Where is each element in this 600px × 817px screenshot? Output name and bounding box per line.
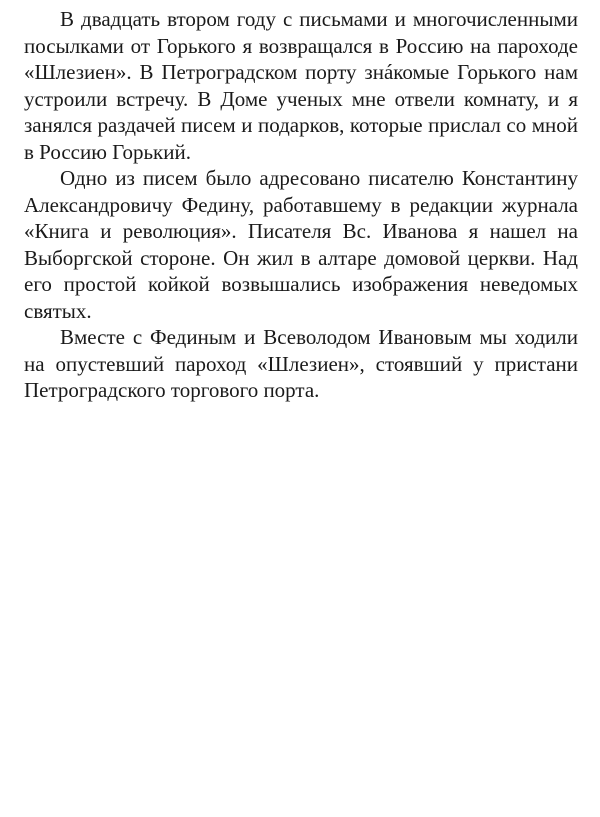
document-page — [24, 6, 578, 404]
paragraph-2: Одно из писем было адресовано писателю Константину Александровичу Федину, работавшему в редакции журнала «Книга и революция». Писателя Вс. Иванова я нашел на Выборгской стороне. Он жил в алтаре домовой церкви. Над его простой койкой возвышались изображения неведомых святых. — [24, 166, 578, 323]
paragraph-1: В двадцать втором году с письмами и многочисленными посылками от Горького я возвращался в Россию на пароходе «Шлезиен». В Петроградском порту знáкомые Горького нам устроили встречу. В Доме ученых мне отвели комнату, и я занялся раздачей писем и подарков, которые прислал со мной в Россию Горький. — [24, 7, 578, 164]
paragraph-3: Вместе с Фединым и Всеволодом Ивановым мы ходили на опустевший пароход «Шлезиен», стоявший у пристани Петроградского торгового порта. — [24, 325, 578, 402]
